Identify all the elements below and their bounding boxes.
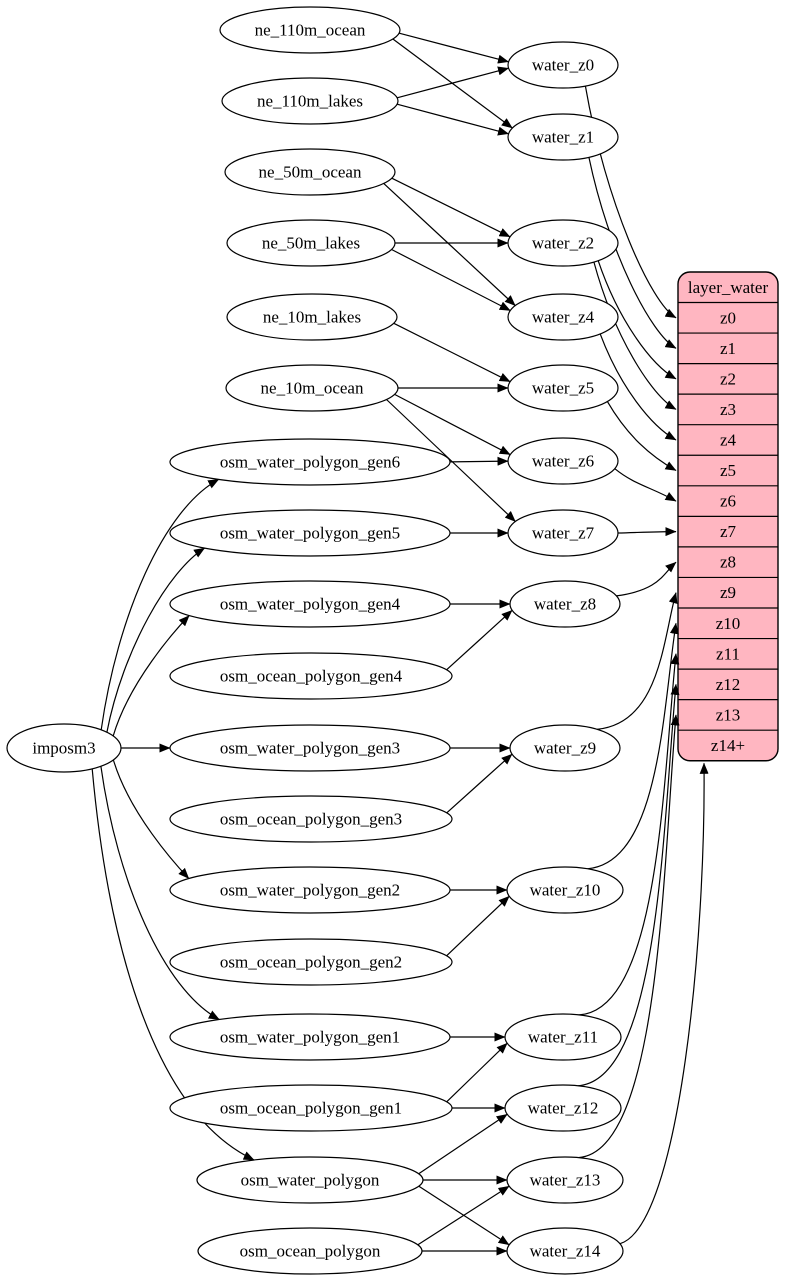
node-imposm3 xyxy=(7,724,121,772)
node-label-ne-50m-lakes: ne_50m_lakes xyxy=(261,233,361,253)
node-osm-ocean-polygon-gen3 xyxy=(170,796,452,842)
record-row-label-z13: z13 xyxy=(715,705,741,725)
record-row-label-z9: z9 xyxy=(719,583,737,603)
node-label-osm-water-polygon-gen5: osm_water_polygon_gen5 xyxy=(219,523,401,543)
node-water-z5 xyxy=(508,365,618,411)
node-label-water-z4: water_z4 xyxy=(531,307,595,327)
edge-ne-50m-lakes-to-water-z4 xyxy=(392,250,511,311)
node-label-osm-ocean-polygon-gen4: osm_ocean_polygon_gen4 xyxy=(219,666,403,686)
node-label-water-z2: water_z2 xyxy=(531,233,595,253)
edge-ne-50m-ocean-to-water-z4 xyxy=(384,183,516,305)
record-row-label-z14plus: z14+ xyxy=(710,735,746,755)
record-row-label-z4: z4 xyxy=(719,430,737,450)
edge-water-z11-to-z11 xyxy=(579,654,676,1015)
node-osm-water-polygon-gen2 xyxy=(170,867,450,913)
record-row-label-z1: z1 xyxy=(719,338,737,358)
edge-ne-110m-lakes-to-water-z0 xyxy=(397,68,508,98)
node-water-z14 xyxy=(507,1228,623,1274)
edge-osm-ocean-polygon-gen2-to-water-z10 xyxy=(447,896,510,955)
node-label-osm-ocean-polygon-gen1: osm_ocean_polygon_gen1 xyxy=(219,1098,403,1118)
node-label-water-z8: water_z8 xyxy=(533,594,597,614)
record-row-label-z11: z11 xyxy=(716,644,740,664)
node-label-water-z14: water_z14 xyxy=(529,1241,601,1261)
edge-ne-10m-ocean-to-water-z6 xyxy=(395,394,511,454)
node-water-z7 xyxy=(508,510,618,556)
edges xyxy=(92,33,704,1251)
node-osm-ocean-polygon-gen1 xyxy=(170,1085,452,1131)
node-label-osm-water-polygon-gen2: osm_water_polygon_gen2 xyxy=(219,880,401,900)
edge-osm-ocean-polygon-gen3-to-water-z9 xyxy=(447,754,512,813)
node-label-ne-50m-ocean: ne_50m_ocean xyxy=(258,162,362,182)
node-label-ne-10m-lakes: ne_10m_lakes xyxy=(262,307,362,327)
node-water-z1 xyxy=(508,114,618,160)
node-osm-ocean-polygon-gen2 xyxy=(170,939,452,985)
node-label-osm-water-polygon-gen6: osm_water_polygon_gen6 xyxy=(219,452,401,472)
edge-imposm3-to-osm-water-polygon-gen5 xyxy=(107,548,205,732)
record-title: layer_water xyxy=(687,277,769,297)
record-row-label-z2: z2 xyxy=(719,369,737,389)
node-label-osm-ocean-polygon-gen3: osm_ocean_polygon_gen3 xyxy=(219,809,403,829)
edge-osm-water-polygon-gen6-to-water-z6 xyxy=(450,461,508,462)
node-water-z9 xyxy=(510,725,620,771)
record-row-label-z0: z0 xyxy=(719,308,737,328)
record-layer-water xyxy=(678,272,778,761)
node-label-osm-ocean-polygon: osm_ocean_polygon xyxy=(239,1241,381,1261)
node-label-water-z7: water_z7 xyxy=(531,523,595,543)
node-osm-ocean-polygon xyxy=(198,1228,422,1274)
node-ne-10m-ocean xyxy=(226,365,398,411)
node-water-z0 xyxy=(508,42,618,88)
node-label-ne-110m-ocean: ne_110m_ocean xyxy=(254,20,366,40)
node-label-osm-water-polygon-gen3: osm_water_polygon_gen3 xyxy=(219,738,401,758)
node-ne-110m-lakes xyxy=(222,78,398,124)
edge-water-z6-to-z6 xyxy=(615,469,676,501)
node-label-water-z0: water_z0 xyxy=(531,55,595,75)
node-label-water-z10: water_z10 xyxy=(529,880,601,900)
node-label-ne-10m-ocean: ne_10m_ocean xyxy=(260,378,364,398)
node-osm-water-polygon-gen5 xyxy=(170,510,450,556)
edge-water-z7-to-z7 xyxy=(618,532,676,533)
edge-osm-ocean-polygon-gen1-to-water-z11 xyxy=(447,1043,508,1102)
node-label-osm-water-polygon-gen1: osm_water_polygon_gen1 xyxy=(219,1027,401,1047)
node-water-z10 xyxy=(507,867,623,913)
node-label-osm-water-polygon: osm_water_polygon xyxy=(240,1170,380,1190)
edge-ne-110m-ocean-to-water-z0 xyxy=(399,33,508,62)
node-osm-ocean-polygon-gen4 xyxy=(170,653,452,699)
node-osm-water-polygon-gen1 xyxy=(170,1014,450,1060)
node-ne-50m-ocean xyxy=(225,149,395,195)
node-osm-water-polygon-gen4 xyxy=(170,581,450,627)
edge-water-z8-to-z8 xyxy=(617,562,677,596)
node-osm-water-polygon-gen6 xyxy=(170,439,450,485)
node-ne-110m-ocean xyxy=(220,7,400,53)
node-label-water-z9: water_z9 xyxy=(533,738,597,758)
node-label-ne-110m-lakes: ne_110m_lakes xyxy=(256,91,364,111)
record-row-label-z3: z3 xyxy=(719,399,737,419)
node-label-water-z11: water_z11 xyxy=(527,1027,599,1047)
node-label-osm-water-polygon-gen4: osm_water_polygon_gen4 xyxy=(219,594,401,614)
node-label-water-z6: water_z6 xyxy=(531,451,595,471)
node-osm-water-polygon xyxy=(197,1157,423,1203)
edge-osm-water-polygon-to-water-z12 xyxy=(419,1114,508,1173)
node-label-water-z1: water_z1 xyxy=(531,127,595,147)
node-water-z6 xyxy=(508,438,618,484)
node-water-z2 xyxy=(508,220,618,266)
record-row-label-z12: z12 xyxy=(715,674,741,694)
node-water-z4 xyxy=(508,294,618,340)
record-row-label-z10: z10 xyxy=(715,613,741,633)
node-ne-50m-lakes xyxy=(227,220,395,266)
node-water-z8 xyxy=(510,581,620,627)
node-label-water-z5: water_z5 xyxy=(531,378,595,398)
record-row-label-z8: z8 xyxy=(719,552,737,572)
edge-ne-110m-lakes-to-water-z1 xyxy=(397,104,508,134)
node-water-z12 xyxy=(505,1085,621,1131)
edge-ne-10m-lakes-to-water-z5 xyxy=(394,323,510,381)
node-osm-water-polygon-gen3 xyxy=(170,725,450,771)
node-water-z13 xyxy=(507,1157,623,1203)
edge-osm-ocean-polygon-gen4-to-water-z8 xyxy=(447,610,512,669)
record-row-label-z7: z7 xyxy=(719,522,737,542)
node-label-water-z13: water_z13 xyxy=(529,1170,601,1190)
node-label-osm-ocean-polygon-gen2: osm_ocean_polygon_gen2 xyxy=(219,952,403,972)
node-label-water-z12: water_z12 xyxy=(527,1098,599,1118)
node-ne-10m-lakes xyxy=(227,294,397,340)
node-label-imposm3: imposm3 xyxy=(32,738,96,758)
record-row-label-z5: z5 xyxy=(719,461,737,481)
record-row-label-z6: z6 xyxy=(719,491,737,511)
node-water-z11 xyxy=(505,1014,621,1060)
